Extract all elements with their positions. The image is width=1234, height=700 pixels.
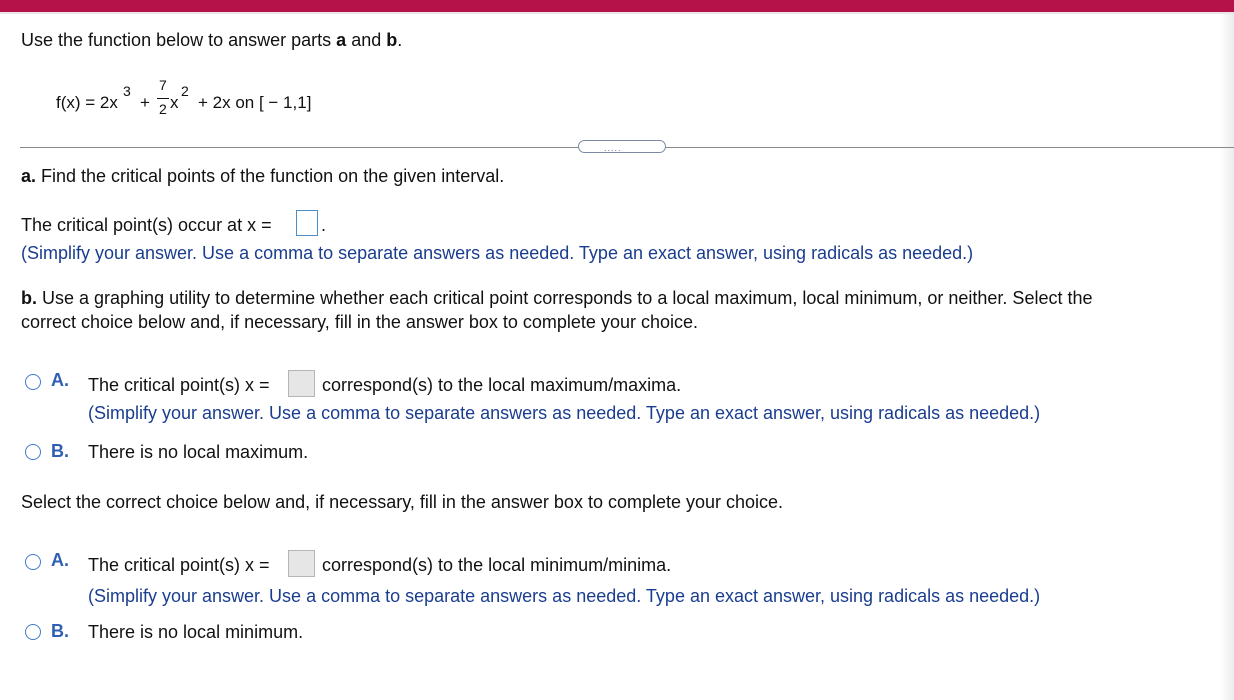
part-a-question: a. Find the critical points of the function on the given interval. [21,166,505,186]
min-option-a-text: The critical point(s) x = [88,555,270,575]
max-option-a-hint: (Simplify your answer. Use a comma to separate answers as needed. Type an exact answer, using radicals as needed.) [88,403,1041,423]
top-bar-shadow [0,12,1234,14]
max-option-b-radio[interactable] [25,444,41,460]
local-max-input[interactable] [288,370,315,397]
select-prompt: Select the correct choice below and, if necessary, fill in the answer box to complete your choice. [21,492,784,512]
min-option-a-letter: A. [51,550,69,570]
max-option-a-radio[interactable] [25,374,41,390]
max-option-b-letter: B. [51,441,69,461]
min-option-a-suffix: correspond(s) to the local minimum/minima. [322,555,672,575]
min-option-b-text: There is no local minimum. [88,622,304,642]
local-min-input[interactable] [288,550,315,577]
top-accent-bar [0,0,1234,12]
part-b-question-line2: correct choice below and, if necessary, fill in the answer box to complete your choice. [21,312,698,332]
max-option-a-text: The critical point(s) x = [88,375,270,395]
right-edge-shadow [1220,14,1234,700]
min-option-a-hint: (Simplify your answer. Use a comma to separate answers as needed. Type an exact answer, using radicals as needed.) [88,586,1041,606]
max-option-b-text: There is no local maximum. [88,442,309,462]
intro-text: Use the function below to answer parts a and b. [21,30,403,50]
min-option-a-radio[interactable] [25,554,41,570]
critical-points-input[interactable] [296,210,318,236]
part-a-hint: (Simplify your answer. Use a comma to separate answers as needed. Type an exact answer, using radicals as needed.) [21,243,974,263]
divider-dots-icon: ..... [604,143,622,153]
max-option-a-letter: A. [51,370,69,390]
min-option-b-radio[interactable] [25,624,41,640]
fraction-bar [157,98,169,99]
max-option-a-suffix: correspond(s) to the local maximum/maxima. [322,375,682,395]
expand-divider-handle[interactable] [578,140,666,153]
min-option-b-letter: B. [51,621,69,641]
part-a-prompt: The critical point(s) occur at x = [21,215,272,235]
part-b-question-line1: b. Use a graphing utility to determine whether each critical point corresponds to a local maximum, local minimum, or neither. Select the [21,288,1093,308]
